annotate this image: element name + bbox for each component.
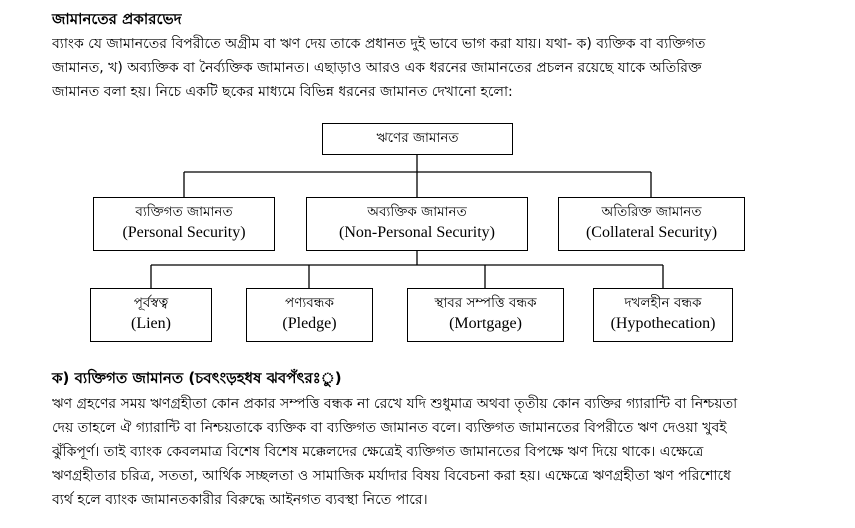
mortgage-box bbox=[407, 288, 564, 342]
hypothecation-box bbox=[593, 288, 733, 342]
box-label-en: (Non-Personal Security) bbox=[339, 224, 495, 241]
intro-line: জামানত, খ) অব্যক্তিক বা নৈর্ব্যক্তিক জামানত। এছাড়াও আরও এক ধরনের জামানতের প্রচলন রয়েছে যাকে অতিরিক্ত bbox=[52, 60, 702, 76]
box-label-en: (Lien) bbox=[131, 315, 171, 332]
box-label-en: (Pledge) bbox=[282, 315, 337, 332]
intro-line: জামানত বলা হয়। নিচে একটি ছকের মাধ্যমে বিভিন্ন ধরনের জামানত দেখানো হলো: bbox=[52, 84, 513, 100]
box-label-en: (Personal Security) bbox=[122, 224, 246, 241]
collateral-security-box bbox=[558, 197, 745, 251]
personal-security-box bbox=[93, 197, 275, 251]
box-label-bn: অতিরিক্ত জামানত bbox=[601, 204, 702, 220]
body-paragraph bbox=[52, 392, 812, 512]
lien-box bbox=[90, 288, 212, 342]
subsection-title: ক) ব্যক্তিগত জামানত (চবৎংড়হধষ ঝবপঁৎরঃু) bbox=[52, 369, 342, 387]
root-label: ঋণের জামানত bbox=[376, 130, 459, 146]
box-label-en: (Hypothecation) bbox=[610, 315, 716, 332]
non-personal-security-box bbox=[306, 197, 528, 251]
pledge-box bbox=[246, 288, 373, 342]
intro-line: ব্যাংক যে জামানতের বিপরীতে অগ্রীম বা ঋণ দেয় তাকে প্রধানত দুই ভাবে ভাগ করা যায়। যথা- ক) ব্যক্তিক বা ব্যক্তিগত bbox=[52, 36, 706, 52]
box-label-bn: দখলহীন বন্ধক bbox=[624, 295, 702, 311]
diagram-root-box bbox=[322, 123, 513, 155]
body-line: ঋণ গ্রহণের সময় ঋণগ্রহীতা কোন প্রকার সম্পত্তি বন্ধক না রেখে যদি শুধুমাত্র অথবা তৃতীয় কোন ব্যক্তির গ্যারান্টি বা নিশ্চয়তা bbox=[52, 396, 738, 412]
body-line: ঝুঁকিপূর্ণ। তাই ব্যাংক কেবলমাত্র বিশেষ বিশেষ মক্কেলদের ক্ষেত্রেই ব্যক্তিগত জামানতের বিপক্ষে ঋণ দিয়ে থাকে। এক্ষেত্রে bbox=[52, 444, 704, 460]
box-label-bn: ব্যক্তিগত জামানত bbox=[135, 204, 233, 220]
body-line: ব্যর্থ হলে ব্যাংক জামানতকারীর বিরুদ্ধে আইনগত ব্যবস্থা নিতে পারে। bbox=[52, 492, 428, 508]
body-line: দেয় তাহলে ঐ গ্যারান্টি বা নিশ্চয়তাকে ব্যক্তিক বা ব্যক্তিগত জামানত বলে। ব্যক্তিগত জামানতের বিপরীতে ঋণ দেওয়া খুবই bbox=[52, 420, 727, 436]
box-label-bn: স্থাবর সম্পত্তি বন্ধক bbox=[434, 295, 537, 311]
box-label-bn: পূর্বস্বত্ব bbox=[133, 295, 169, 311]
box-label-bn: পণ্যবন্ধক bbox=[285, 295, 334, 311]
box-label-bn: অব্যক্তিক জামানত bbox=[367, 204, 467, 220]
body-line: ঋণগ্রহীতার চরিত্র, সততা, আর্থিক সচ্ছলতা ও সামাজিক মর্যাদার বিষয় বিবেচনা করা হয়। এক্ষেত্রে ঋণগ্রহীতা ঋণ পরিশোধে bbox=[52, 468, 731, 484]
box-label-en: (Collateral Security) bbox=[585, 224, 718, 241]
section-title: জামানতের প্রকারভেদ bbox=[52, 10, 182, 28]
box-label-en: (Mortgage) bbox=[449, 315, 522, 332]
